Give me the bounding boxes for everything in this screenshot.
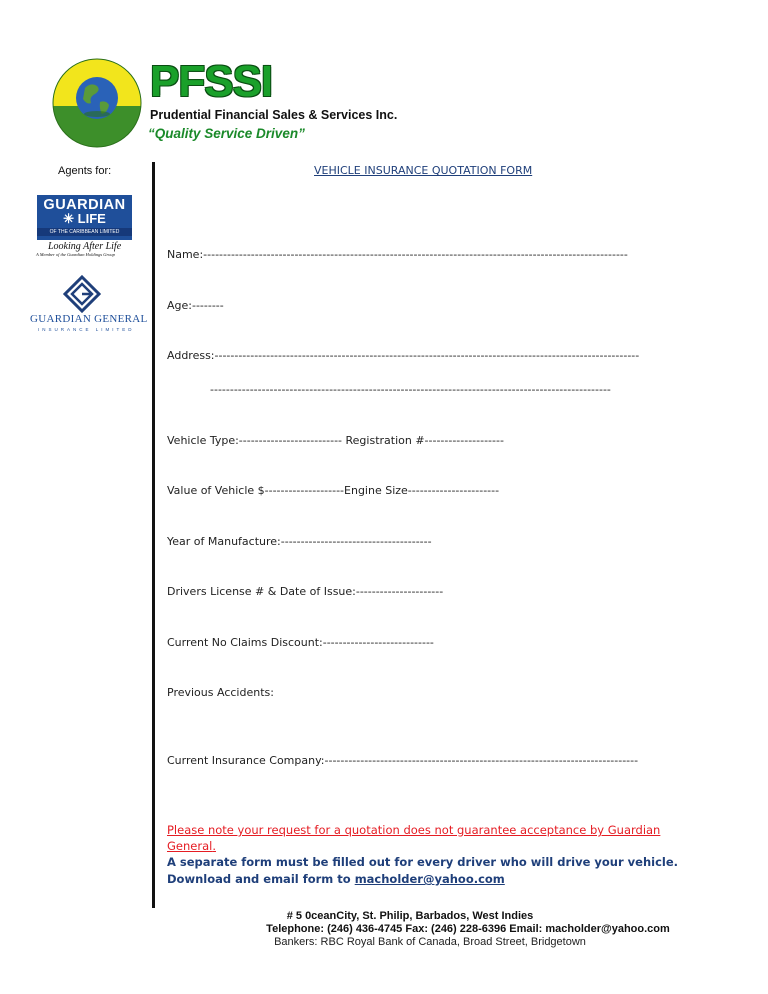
email-link[interactable]: macholder@yahoo.com [354,872,505,886]
age-field[interactable]: Age:-------- [167,299,224,312]
guardian-life-line1: GUARDIAN [43,197,126,213]
footer-address: # 5 0ceanCity, St. Philip, Barbados, West Indies [286,910,534,922]
quotation-disclaimer-text: Please note your request for a quotation does not guarantee acceptance by Guardian General [167,823,661,853]
download-note [167,872,505,886]
guardian-life-logo [37,195,132,240]
company-name: Prudential Financial Sales & Services Inc. [150,108,398,122]
form-title: VEHICLE INSURANCE QUOTATION FORM [314,164,533,177]
previous-accidents-field[interactable]: Previous Accidents: [167,686,274,699]
guardian-life-line3: OF THE CARIBBEAN LIMITED [37,228,132,236]
name-field[interactable]: Name:----------------------------------------------------------------------------------------------------------- [167,248,628,261]
footer-contact: Telephone: (246) 436-4745 Fax: (246) 228-6396 Email: macholder@yahoo.com [266,923,670,935]
globe-logo-icon [52,58,142,148]
star-icon: ✳ [63,211,78,226]
guardian-life-line2 [37,211,132,227]
no-claims-discount-field[interactable]: Current No Claims Discount:---------------------------- [167,636,434,649]
vertical-divider [152,162,155,908]
footer-bankers: Bankers: RBC Royal Bank of Canada, Broad Street, Bridgetown [274,936,586,948]
address-field[interactable]: Address:----------------------------------------------------------------------------------------------------------- [167,349,640,362]
guardian-life-member: A Member of the Guardian Holdings Group [36,252,115,257]
guardian-life-slogan: Looking After Life [48,241,122,252]
drivers-license-field[interactable]: Drivers License # & Date of Issue:---------------------- [167,585,444,598]
current-insurance-company-field[interactable]: Current Insurance Company:------------------------------------------------------------------------------- [167,754,639,767]
guardian-general-logo-icon [63,275,101,313]
company-tagline: “Quality Service Driven” [148,126,305,141]
guardian-life-line2-text: LIFE [77,211,106,226]
vehicle-type-field[interactable]: Vehicle Type:-------------------------- Registration #-------------------- [167,434,504,447]
guardian-general-name: GUARDIAN GENERAL [30,313,148,325]
download-note-text: Download and email form to [167,872,355,886]
quotation-disclaimer-end: . [212,839,216,853]
vehicle-value-field[interactable]: Value of Vehicle $--------------------Engine Size----------------------- [167,484,500,497]
year-of-manufacture-field[interactable]: Year of Manufacture:-------------------------------------- [167,535,432,548]
agents-label: Agents for: [58,165,112,177]
separate-form-note: A separate form must be filled out for every driver who will drive your vehicle. [167,855,679,869]
brand-logo-text: PFSSI [150,57,273,106]
quotation-disclaimer [167,822,667,854]
guardian-general-sub: INSURANCE LIMITED [38,327,135,332]
address-line2-field[interactable]: ----------------------------------------------------------------------------------------------------- [210,383,611,396]
